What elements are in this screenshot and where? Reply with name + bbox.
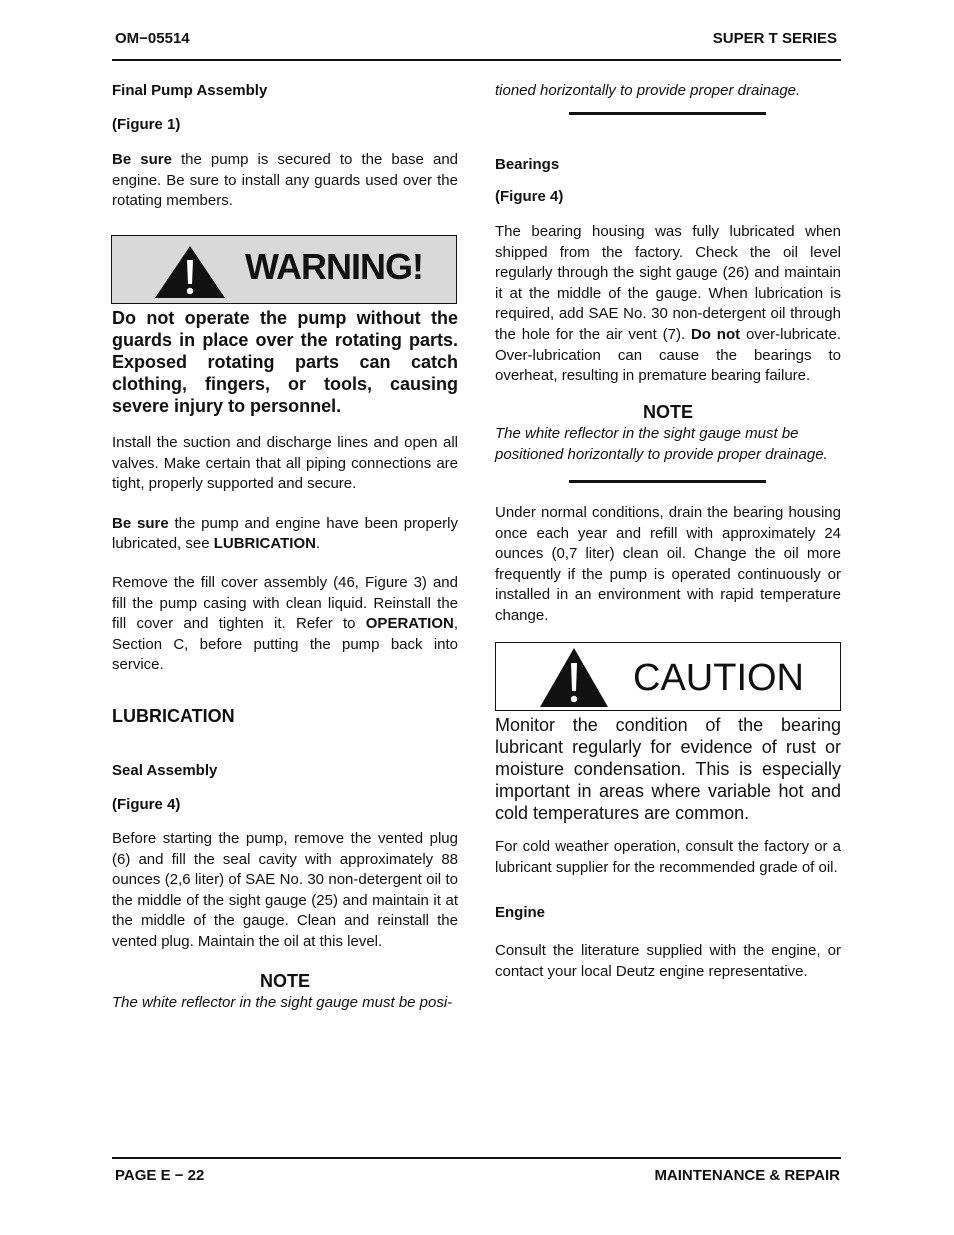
paragraph: Install the suction and discharge lines and open all valves. Make certain that all piping connections are tight, properly supported and secure. — [112, 434, 458, 493]
paragraph: Remove the fill cover assembly (46, Figure 3) and fill the pump casing with clean liquid. Reinstall the fill cover and tighten it. Refer to OPERATION, Section C, before putting the pump back into service. — [112, 573, 458, 674]
section-name: MAINTENANCE & REPAIR — [654, 1167, 840, 1184]
paragraph: The bearing housing was fully lubricated when shipped from the factory. Check the oil level regularly through the sight gauge (26) and maintain it at the middle of the gauge. When lubrication is required, add SAE No. 30 non-detergent oil through the hole for the air vent (7). Do not over-lubricate. Over-lubrication can cause the bearings to overheat, resulting in premature bearing failure. — [495, 223, 842, 385]
note-text: The white reflector in the sight gauge must be posi- — [112, 993, 453, 1011]
note-end-bar — [569, 112, 766, 115]
heading-final-pump-assembly: Final Pump Assembly — [112, 82, 268, 99]
right-column-mid — [495, 156, 841, 465]
paragraph: Under normal conditions, drain the bearing housing once each year and refill with approximately 24 ounces (0,7 liter) clean oil. Change the oil more frequently if the pump is operated continuously or installed in an environment with rapid temperature change. — [495, 504, 841, 624]
left-column — [112, 82, 458, 212]
paragraph: Before starting the pump, remove the vented plug (6) and fill the seal cavity with approximately 88 ounces (2,6 liter) of SAE No. 30 non-detergent oil to the middle of the sight gauge (25) and maintain it at the middle of the gauge. Clean and reinstall the vented plug. Maintain the oil at this level. — [112, 829, 458, 950]
warning-box — [111, 235, 457, 304]
paragraph: Be sure the pump is secured to the base and engine. Be sure to install any guards used over the rotating members. — [112, 151, 458, 210]
paragraph: Consult the literature supplied with the engine, or contact your local Deutz engine representative. — [495, 942, 841, 980]
caution-text: Monitor the condition of the bearing lubricant regularly for evidence of rust or moisture condensation. This is especially important in areas where variable hot and cold temperatures are common. — [495, 715, 841, 823]
right-column-lower — [495, 714, 841, 982]
page-number: PAGE E − 22 — [115, 1167, 205, 1184]
figure-ref: (Figure 4) — [112, 795, 181, 813]
note-text: The white reflector in the sight gauge must be positioned horizontally to provide proper drainage. — [495, 424, 828, 463]
section-heading: LUBRICATION — [112, 705, 235, 726]
warning-label: WARNING! — [245, 246, 423, 287]
note-title: NOTE — [259, 970, 310, 991]
figure-ref: (Figure 1) — [112, 116, 181, 133]
footer-rule — [112, 1157, 841, 1159]
caution-box — [495, 642, 841, 711]
caution-triangle-icon — [538, 646, 610, 708]
paragraph: For cold weather operation, consult the factory or a lubricant supplier for the recommended grade of oil. — [495, 838, 841, 876]
right-column — [495, 80, 841, 101]
note-text-continued: tioned horizontally to provide proper drainage. — [495, 82, 801, 99]
figure-ref: (Figure 4) — [495, 188, 564, 205]
note-title: NOTE — [642, 401, 693, 422]
series-title: SUPER T SERIES — [712, 30, 837, 47]
heading-seal-assembly: Seal Assembly — [112, 761, 218, 779]
paragraph: Be sure the pump and engine have been properly lubricated, see LUBRICATION. — [112, 514, 458, 553]
heading-bearings: Bearings — [495, 156, 560, 173]
right-column-text — [495, 503, 841, 627]
header-rule — [112, 59, 841, 61]
caution-label: CAUTION — [633, 657, 804, 699]
warning-triangle-icon — [153, 244, 227, 299]
doc-number: OM−05514 — [115, 30, 190, 47]
heading-engine: Engine — [495, 904, 546, 922]
warning-text: Do not operate the pump without the guards in place over the rotating parts. Exposed rotating parts can catch clothing, fingers, or tools, causing severe injury to personnel. — [112, 308, 458, 416]
note-end-bar — [569, 480, 766, 483]
left-column-lower — [112, 307, 458, 1013]
